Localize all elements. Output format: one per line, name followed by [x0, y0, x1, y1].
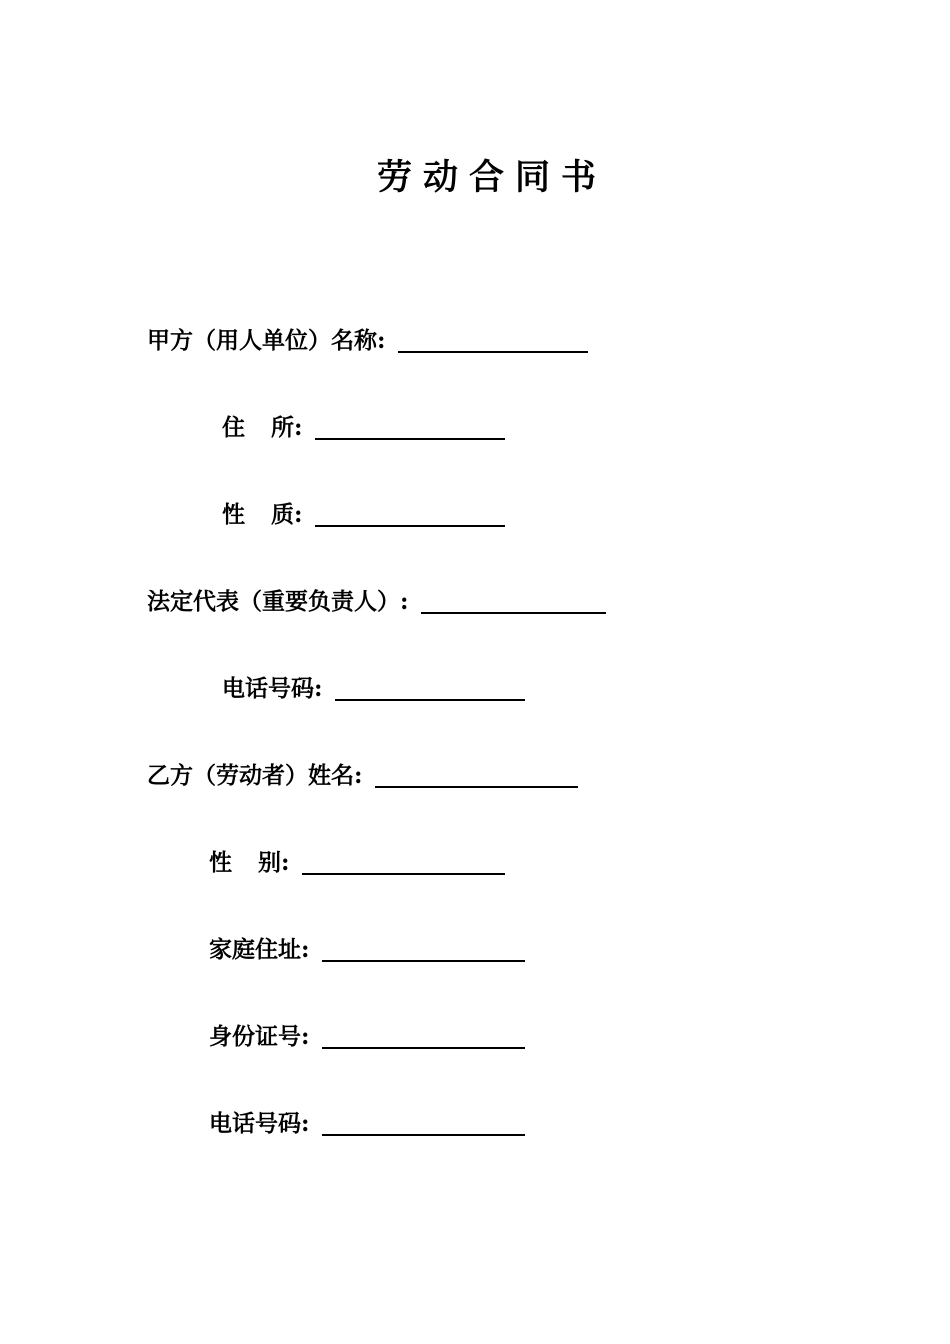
employer-phone-blank[interactable]: [335, 699, 525, 701]
employer-name-blank[interactable]: [398, 351, 588, 353]
employer-nature-label-b: 质:: [271, 501, 303, 528]
employee-gender-label-a: 性: [209, 849, 232, 876]
employer-name-label: 甲方（用人单位）名称:: [147, 327, 386, 354]
employer-address-label-a: 住: [222, 414, 245, 441]
employee-gender-label-b: 别:: [258, 849, 290, 876]
employee-name-blank[interactable]: [375, 786, 578, 788]
legal-rep-label: 法定代表（重要负责人）:: [147, 588, 409, 615]
employee-id-row: [209, 1020, 525, 1052]
employee-phone-row: [209, 1107, 525, 1139]
employee-name-label: 乙方（劳动者）姓名:: [147, 762, 363, 789]
employer-phone-row: [222, 672, 525, 704]
employee-gender-row: [209, 846, 505, 878]
employer-address-label-b: 所:: [271, 414, 303, 441]
employer-name-row: [147, 324, 588, 356]
employer-address-row: [222, 411, 505, 443]
employer-phone-label: 电话号码:: [222, 675, 323, 702]
employee-home-address-row: [209, 933, 525, 965]
document-title: 劳动合同书: [376, 158, 607, 198]
legal-rep-row: [147, 585, 606, 617]
employee-id-blank[interactable]: [322, 1047, 525, 1049]
employer-nature-label-a: 性: [222, 501, 245, 528]
employee-phone-label: 电话号码:: [209, 1110, 310, 1137]
employee-id-label: 身份证号:: [209, 1023, 310, 1050]
employee-name-row: [147, 759, 578, 791]
employer-nature-blank[interactable]: [315, 525, 505, 527]
employer-nature-row: [222, 498, 505, 530]
employee-gender-blank[interactable]: [302, 873, 505, 875]
employer-address-blank[interactable]: [315, 438, 505, 440]
legal-rep-blank[interactable]: [421, 612, 606, 614]
employee-home-address-blank[interactable]: [322, 960, 525, 962]
employee-phone-blank[interactable]: [322, 1134, 525, 1136]
employee-home-address-label: 家庭住址:: [209, 936, 310, 963]
